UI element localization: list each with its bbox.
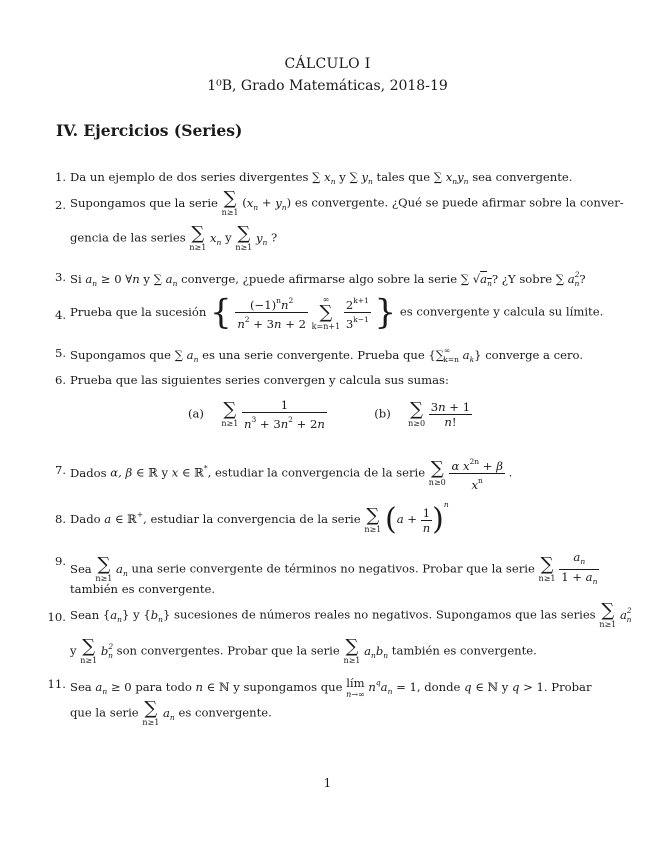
page-number: 1 <box>323 776 332 790</box>
exercise-10-line2: y ∑ n≥1 $b^2_n$ son convergentes. Probar que la serie ∑ n≥1 $a_nb_n$ también es convergente. <box>70 636 537 665</box>
exercise-11-line1: 11. Sea $a_n \ge 0$ para todo n ∈ ℕ y supongamos que lím n→∞ $n^qa_n = 1$, donde q ∈ ℕ y q > 1. Probar <box>47 676 592 699</box>
exercise-6-formulas: (a) ∑ n≥1 $\frac{1}{n^3 + 3n^2 + 2n}$ (b) ∑ n≥0 $\frac{3n + 1}{n!}$ <box>188 398 471 431</box>
exercise-10-line1: 10. Sean $\{a_n\}$ y $\{b_n\}$ sucesiones de números reales no negativos. Supongamos que las series ∑ n≥1 $a^2_n$ <box>47 600 632 629</box>
exercise-9-line2: también es convergente. <box>70 582 216 596</box>
exercise-2-line2: gencia de las series ∑ n≥1 $x_n$ y ∑ n≥1 $y_n$ ? <box>70 223 278 252</box>
document-subtitle: 1⁰B, Grado Matemáticas, 2018-19 <box>207 78 448 94</box>
exercise-6: 6. Prueba que las siguientes series convergen y calcula sus sumas: <box>54 373 449 387</box>
exercise-1: 1. Da un ejemplo de dos series divergentes ∑ $x_n$ y ∑ $y_n$ tales que ∑ $x_ny_n$ sea convergente. <box>54 170 573 186</box>
exercise-7: 7. Dados α, β ∈ ℝ y x ∈ ℝ*, estudiar la convergencia de la serie ∑ n≥0 $\frac{\alpha x^{2n} + \beta}{x^n}$ . <box>54 457 513 492</box>
exercise-3: 3. Si $a_n \ge 0$ ∀n y ∑ $a_n$ converge, ¿puede afirmarse algo sobre la serie ∑ $√a_n$? ¿Y sobre ∑ $a^2_n$? <box>54 270 586 288</box>
section-heading: IV. Ejercicios (Series) <box>56 121 243 140</box>
exercise-2-line1: 2. Supongamos que la serie ∑ n≥1 $(x_n + y_n)$ es convergente. ¿Qué se puede afirmar sobre la conver- <box>54 188 624 217</box>
document-title: CÁLCULO I <box>284 56 371 72</box>
exercise-4: 4. Prueba que la sucesión { $\frac{(-1)^nn^2}{n^2 + 3n + 2}$ ∞ ∑ k=n+1 $\frac{2^{k+1}}{3^{k-1}}$ } es convergente y calcula su límite. <box>54 292 604 333</box>
exercise-8: 8. Dado a ∈ ℝ+, estudiar la convergencia de la serie ∑ n≥1 (a + $\frac{1}{n}$ )$^n$ <box>54 500 449 537</box>
exercise-5: 5. Supongamos que ∑ $a_n$ es una serie convergente. Prueba que {$\sum^\infty_{k=n}$ $a_k$} converge a cero. <box>54 346 584 364</box>
exercise-11-line2: que la serie ∑ n≥1 $a_n$ es convergente. <box>70 698 272 727</box>
exercise-9: 9. Sea ∑ n≥1 $a_n$ una serie convergente de términos no negativos. Probar que la serie ∑ n≥1 $\frac{a_n}{1 + a_n}$ <box>54 550 598 586</box>
